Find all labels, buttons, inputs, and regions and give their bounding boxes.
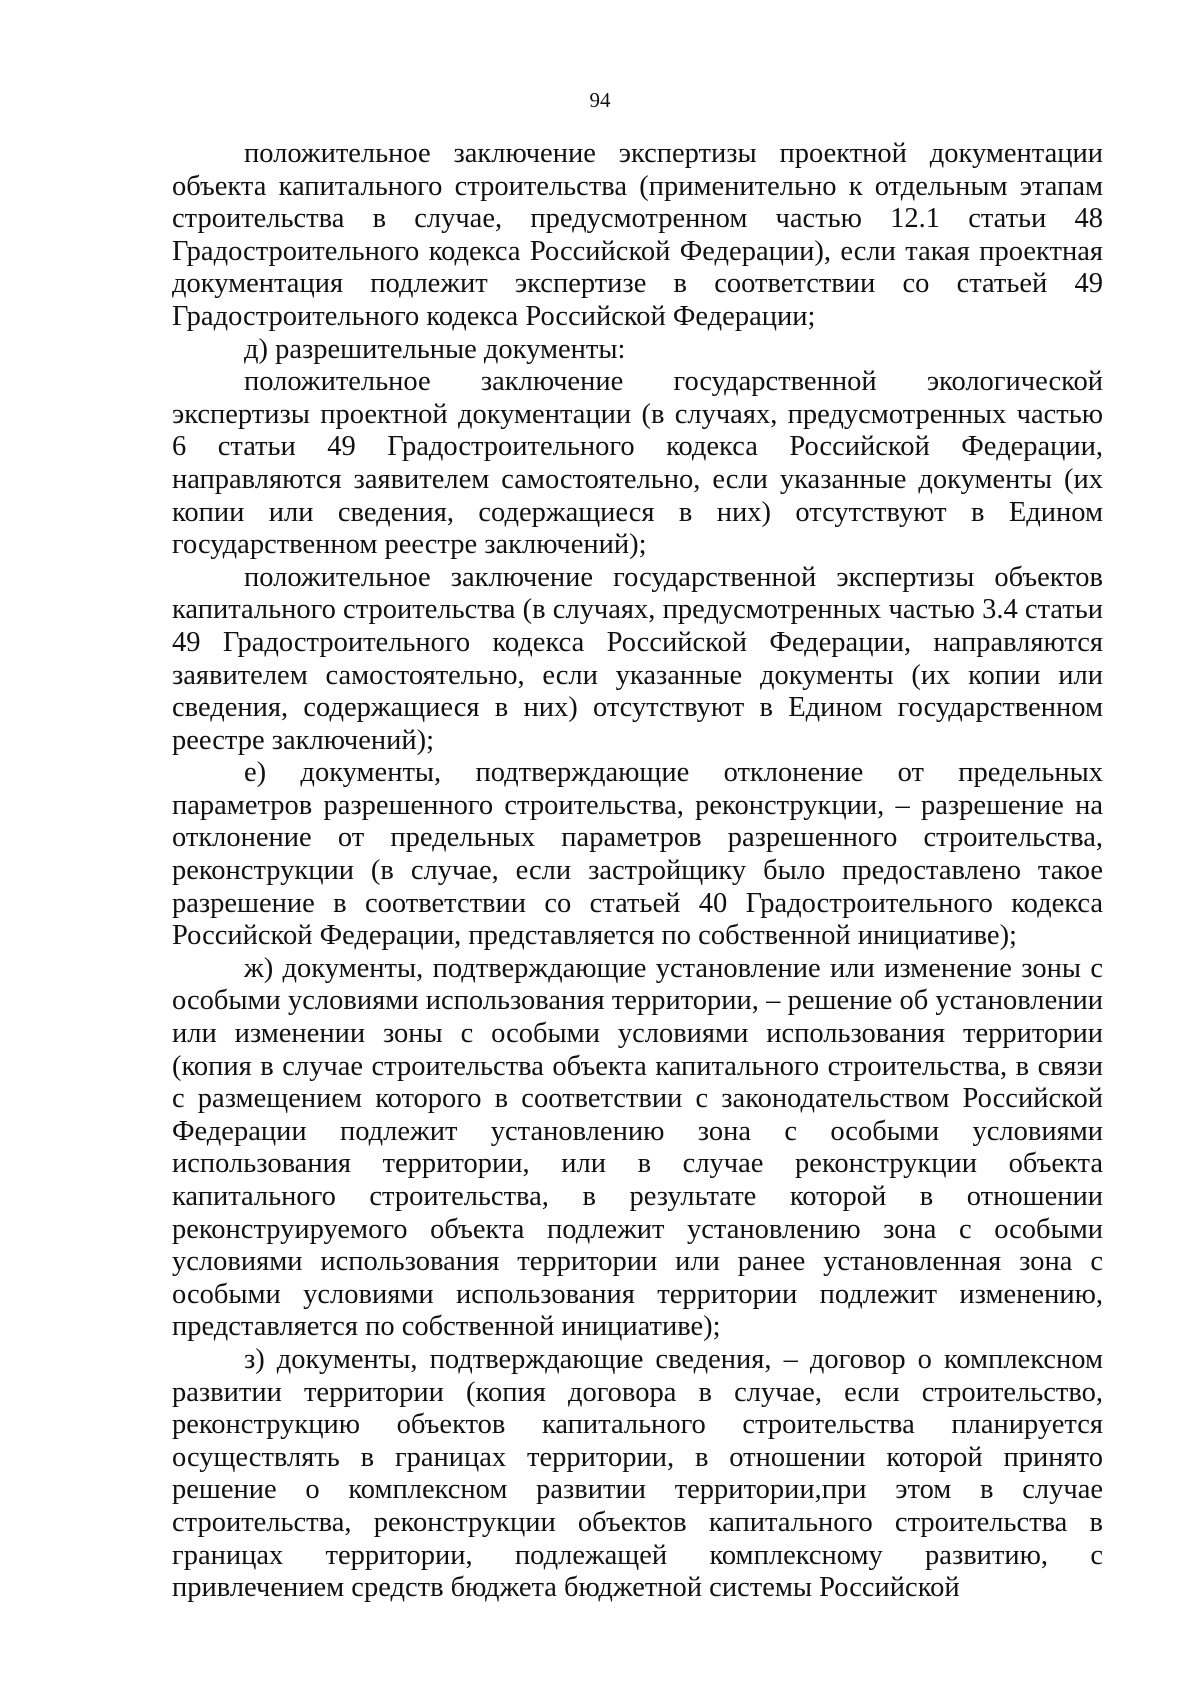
paragraph-ecological-expertise: положительное заключение государственной экологической экспертизы проектной документации (в случаях, предусмотренных частью 6 статьи 49 Градостроительного кодекса Российской Федерации, направляются заявителем самостоятельно, если указанные документы (их копии или сведения, содержащиеся в них) отсутствуют в Едином государственном реестре заключений); bbox=[172, 366, 1103, 561]
paragraph-complex-development: з) документы, подтверждающие сведения, – договор о комплексном развитии территории (копия договора в случае, если строительство, реконструкцию объектов капитального строительства планируется осуществлять в границах территории, в отношении которой принято решение о комплексном развитии территории,при этом в случае строительства, реконструкции объектов капитального строительства в границах территории, подлежащей комплексному развитию, с привлечением средств бюджета бюджетной системы Российской bbox=[172, 1343, 1103, 1604]
paragraph-special-zone: ж) документы, подтверждающие установление или изменение зоны с особыми условиями использования территории, – решение об установлении или изменении зоны с особыми условиями использования территории (копия в случае строительства объекта капитального строительства, в связи с размещением которого в соответствии с законодательством Российской Федерации подлежит установлению зона с особыми условиями использования территории, или в случае реконструкции объекта капитального строительства, в результате которой в отношении реконструируемого объекта подлежит установлению зона с особыми условиями использования территории или ранее установленная зона с особыми условиями использования территории подлежит изменению, представляется по собственной инициативе); bbox=[172, 952, 1103, 1343]
page-number: 94 bbox=[589, 88, 611, 112]
paragraph-expertise-conclusion: положительное заключение экспертизы проектной документации объекта капитального строительства (применительно к отдельным этапам строительства в случае, предусмотренном частью 12.1 статьи 48 Градостроительного кодекса Российской Федерации), если такая проектная документация подлежит экспертизе в соответствии со статьей 49 Градостроительного кодекса Российской Федерации; bbox=[172, 138, 1103, 332]
paragraph-permit-documents: д) разрешительные документы: bbox=[244, 333, 626, 365]
document-body bbox=[172, 138, 1103, 1605]
paragraph-state-expertise: положительное заключение государственной экспертизы объектов капитального строительства (в случаях, предусмотренных частью 3.4 статьи 49 Градостроительного кодекса Российской Федерации, направляются заявителем самостоятельно, если указанные документы (их копии или сведения, содержащиеся в них) отсутствуют в Едином государственном реестре заключений); bbox=[172, 561, 1103, 756]
paragraph-deviation-permit: е) документы, подтверждающие отклонение от предельных параметров разрешенного строительства, реконструкции, – разрешение на отклонение от предельных параметров разрешенного строительства, реконструкции (в случае, если застройщику было предоставлено такое разрешение в соответствии со статьей 40 Градостроительного кодекса Российской Федерации, представляется по собственной инициативе); bbox=[172, 757, 1103, 952]
